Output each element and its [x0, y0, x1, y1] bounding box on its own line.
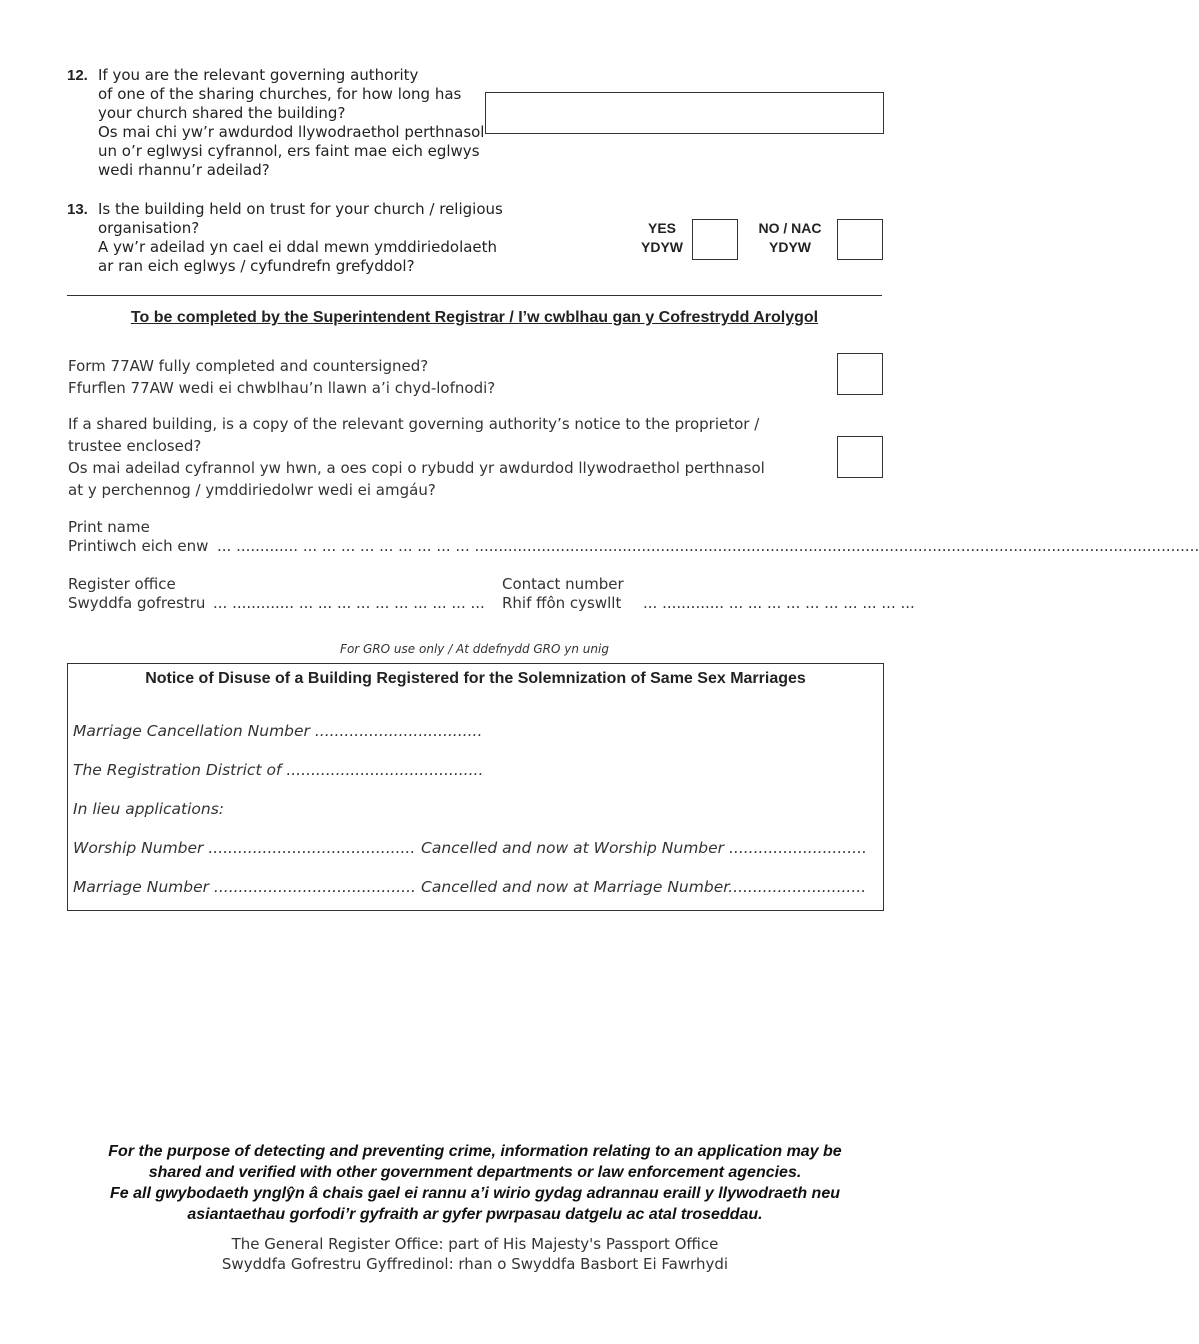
section-divider [67, 295, 882, 296]
question-13-line: A yw’r adeilad yn cael ei ddal mewn ymddiriedolaeth [98, 238, 498, 256]
shared-building-checkbox[interactable] [837, 436, 883, 478]
form77-question-cy: Ffurflen 77AW wedi ei chwblhau’n llawn a’i chyd-lofnodi? [68, 379, 496, 397]
contact-number-label: Contact number [502, 575, 624, 593]
notice-line: asiantaethau gorfodi’r gyfraith ar gyfer pwrpasau datgelu ac atal troseddau. [187, 1206, 763, 1223]
no-label [745, 219, 835, 257]
worship-cancelled: Cancelled and now at Worship Number ............................ [421, 839, 867, 857]
question-13-line: organisation? [98, 219, 200, 237]
question-13-text [98, 200, 503, 276]
question-12-line: wedi rhannu’r adeilad? [98, 161, 270, 179]
office-footer-cy: Swyddfa Gofrestru Gyffredinol: rhan o Swyddfa Basbort Ei Fawrhydi [221, 1255, 729, 1273]
shared-building-line: at y perchennog / ymddiriedolwr wedi ei amgáu? [68, 481, 436, 499]
notice-line: For the purpose of detecting and preventing crime, information relating to an application may be [108, 1143, 842, 1160]
form77-question [68, 355, 495, 399]
contact-number-label-cy: Rhif ffôn cyswllt [502, 594, 622, 612]
register-office-label: Register office [68, 575, 176, 593]
marriage-cancelled: Cancelled and now at Marriage Number............................ [421, 878, 867, 896]
form77-question-en: Form 77AW fully completed and countersigned? [68, 357, 429, 375]
question-12-line: Os mai chi yw’r awdurdod llywodraethol perthnasol [98, 123, 485, 141]
print-name-label: Print name [68, 518, 150, 536]
registrar-section-title: To be completed by the Superintendent Registrar / I’w cwblhau gan y Cofrestrydd Arolygol [130, 309, 819, 326]
register-office-label-cy: Swyddfa gofrestru [68, 594, 206, 612]
yes-label [626, 219, 698, 257]
question-13-line: Is the building held on trust for your church / religious [98, 200, 503, 218]
shared-building-line: If a shared building, is a copy of the relevant governing authority’s notice to the proprietor / [68, 415, 760, 433]
question-12-number: 12. [67, 67, 88, 84]
office-footer-en: The General Register Office: part of His Majesty's Passport Office [231, 1235, 719, 1253]
form77-checkbox[interactable] [837, 353, 883, 395]
gro-use-note: For GRO use only / At ddefnydd GRO yn unig [340, 642, 609, 656]
notice-line: Fe all gwybodaeth ynglŷn â chais gael ei rannu a’i wirio gydag adrannau eraill y llywodraeth neu [110, 1185, 840, 1202]
question-12-answer-field[interactable] [485, 92, 884, 134]
question-12-line: If you are the relevant governing authority [98, 66, 419, 84]
question-12-text [98, 66, 484, 180]
no-label-en: NO / NAC [758, 220, 822, 236]
gro-box [67, 663, 884, 911]
question-12-line: un o’r eglwysi cyfrannol, ers faint mae eich eglwys [98, 142, 480, 160]
worship-number: Worship Number .......................................... [73, 839, 416, 857]
marriage-cancellation-number: Marriage Cancellation Number .................................. [73, 722, 483, 740]
crime-prevention-notice [40, 1141, 910, 1225]
yes-checkbox[interactable] [692, 219, 738, 260]
print-name-label-cy: Printiwch eich enw [68, 537, 209, 555]
marriage-number: Marriage Number ......................................... [73, 878, 416, 896]
in-lieu-applications: In lieu applications: [73, 800, 225, 818]
yes-label-cy: YDYW [641, 239, 683, 255]
register-office-field[interactable]: ... ............. ... ... ... ... ... ... ... ... ... ... [213, 594, 485, 612]
gro-box-title: Notice of Disuse of a Building Registered for the Solemnization of Same Sex Marriages [145, 670, 806, 687]
question-12-line: of one of the sharing churches, for how long has [98, 85, 462, 103]
question-13-number: 13. [67, 201, 88, 218]
notice-line: shared and verified with other government departments or law enforcement agencies. [148, 1164, 802, 1181]
no-checkbox[interactable] [837, 219, 883, 260]
yes-label-en: YES [647, 220, 676, 236]
office-footer [40, 1234, 910, 1274]
shared-building-line: Os mai adeilad cyfrannol yw hwn, a oes copi o rybudd yr awdurdod llywodraethol perthnasol [68, 459, 765, 477]
shared-building-question [68, 413, 765, 501]
print-name-field[interactable]: ... ............. ... ... ... ... ... ... ... ... ... ........................................................................................................................................................ [217, 537, 1199, 555]
registration-district: The Registration District of ........................................ [73, 761, 484, 779]
contact-number-field[interactable]: ... ............. ... ... ... ... ... ... ... ... ... ... [643, 594, 915, 612]
no-label-cy: YDYW [769, 239, 811, 255]
shared-building-line: trustee enclosed? [68, 437, 202, 455]
question-13-line: ar ran eich eglwys / cyfundrefn grefyddol? [98, 257, 415, 275]
question-12-line: your church shared the building? [98, 104, 346, 122]
